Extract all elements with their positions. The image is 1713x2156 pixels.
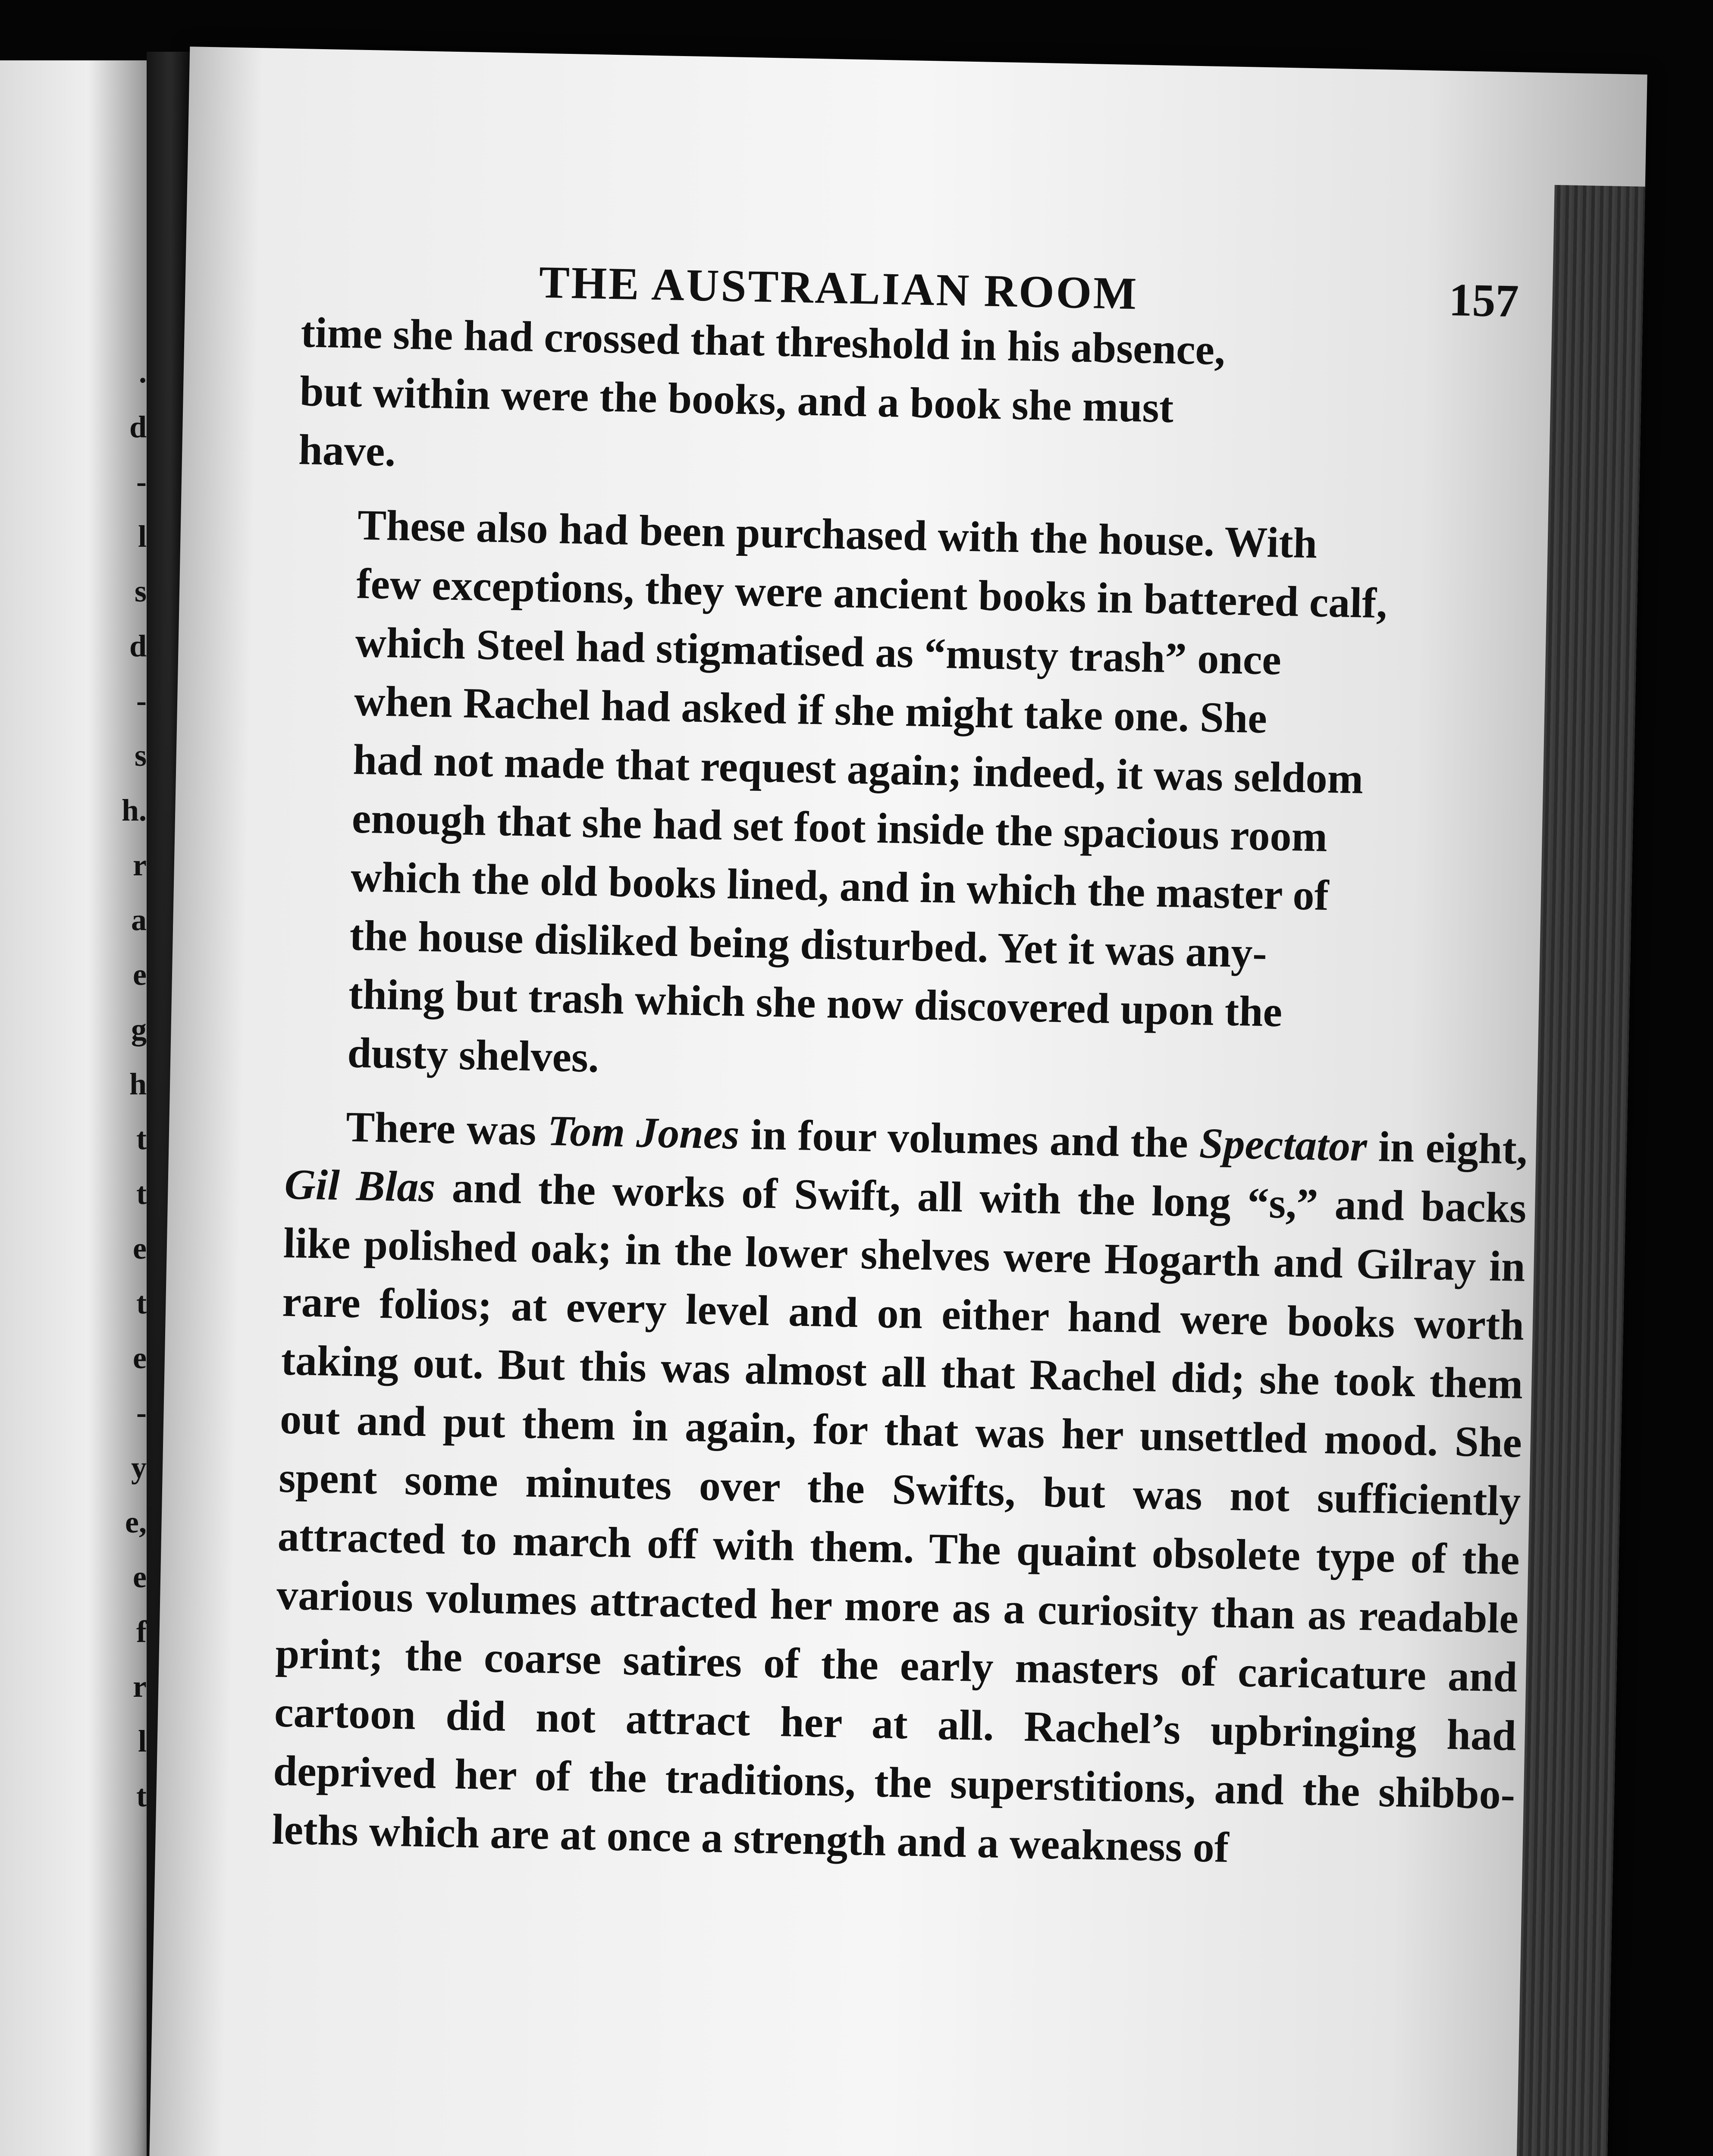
facing-page-fragment: - bbox=[136, 464, 147, 499]
running-head: THE AUSTRALIAN ROOM bbox=[538, 257, 1139, 319]
facing-page-fragment: y bbox=[131, 1450, 147, 1485]
facing-page-fragment: f bbox=[136, 1614, 147, 1649]
facing-page-fragment: r bbox=[133, 848, 147, 882]
text-line: but within were the books, and a book she must bbox=[299, 367, 1174, 432]
facing-page-fragment: e bbox=[133, 1341, 147, 1375]
text-line: when Rachel had asked if she might take one. She bbox=[354, 677, 1267, 743]
facing-page-fragment: e bbox=[133, 1560, 147, 1594]
facing-page-fragment: s bbox=[134, 738, 147, 773]
facing-page-fragment: h bbox=[129, 1067, 147, 1101]
facing-page-fragment: a bbox=[131, 903, 147, 937]
text-line: thing but trash which she now discovered upon the bbox=[348, 970, 1283, 1036]
facing-page-fragment: e, bbox=[125, 1505, 147, 1539]
facing-page-fragment: - bbox=[136, 1395, 147, 1430]
text-line: These also had been purchased with the house. With bbox=[357, 501, 1318, 567]
italic-title: Tom Jones bbox=[547, 1106, 740, 1158]
text-line: which the old books lined, and in which the master of bbox=[350, 852, 1330, 920]
paragraph-3 bbox=[272, 1097, 1528, 1883]
text-run: and the works of Swift, all with the long “s,” and backs like polished oak; in the lower shelves were Hogarth and Gilray in rare folios; at every level and on either hand were books worth taking out. But this was almost all that Rachel did; she took them out and put them in again, for that was her unsettled mood. She spent some minutes over the Swifts, but was not sufficiently attracted to march off with them. The quaint obsolete type of the various volumes attracted her more as a curiosity than as readable print; the coarse satires of the early masters of caricature and cartoon did not attract her at all. Rachel’s upbringing had deprived her of the traditions, the superstitions, and the shibbo-leths which are at once a strength and a weakness of bbox=[271, 1163, 1527, 1872]
facing-page-fragment: . bbox=[139, 355, 147, 389]
text-line: had not made that request again; indeed, it was seldom bbox=[352, 735, 1364, 803]
text-line: dusty shelves. bbox=[347, 1028, 600, 1081]
text-run: There was bbox=[345, 1103, 548, 1155]
book-page bbox=[147, 47, 1647, 2156]
facing-page-fragment: l bbox=[138, 519, 147, 554]
body-text bbox=[272, 303, 1544, 1883]
text-run: in eight, bbox=[1366, 1122, 1528, 1174]
text-line: have. bbox=[298, 426, 396, 476]
facing-page bbox=[0, 60, 147, 2156]
facing-page-fragment: e bbox=[133, 1231, 147, 1266]
italic-title: Spectator bbox=[1198, 1119, 1368, 1170]
text-line: enough that she had set foot inside the spacious room bbox=[351, 794, 1328, 861]
facing-page-fragment: e bbox=[133, 957, 147, 992]
facing-page-fragment: h. bbox=[121, 793, 147, 827]
facing-page-fragment: t bbox=[136, 1122, 147, 1156]
paragraph-1 bbox=[298, 303, 1543, 503]
facing-page-fragment: g bbox=[131, 1012, 147, 1047]
text-line: few exceptions, they were ancient books in battered calf, bbox=[356, 559, 1388, 627]
facing-page-fragment: s bbox=[134, 574, 147, 608]
paragraph-2 bbox=[286, 495, 1540, 1105]
text-line: which Steel had stigmatised as “musty trash” once bbox=[355, 618, 1282, 684]
facing-page-fragment: l bbox=[138, 1724, 147, 1758]
text-line: the house disliked being disturbed. Yet it was any- bbox=[349, 911, 1267, 977]
text-line: time she had crossed that threshold in his absence, bbox=[300, 308, 1226, 374]
facing-page-fragment: - bbox=[136, 683, 147, 718]
italic-title: Gil Blas bbox=[284, 1160, 436, 1211]
facing-page-fragments bbox=[121, 345, 147, 1824]
facing-page-fragment: r bbox=[133, 1669, 147, 1704]
facing-page-fragment: d bbox=[129, 629, 147, 663]
facing-page-fragment: t bbox=[136, 1286, 147, 1320]
text-run: in four volumes and the bbox=[739, 1110, 1200, 1167]
facing-page-fragment: d bbox=[129, 410, 147, 444]
facing-page-fragment: t bbox=[136, 1176, 147, 1211]
facing-page-fragment: t bbox=[136, 1779, 147, 1813]
page-number: 157 bbox=[1448, 274, 1519, 327]
